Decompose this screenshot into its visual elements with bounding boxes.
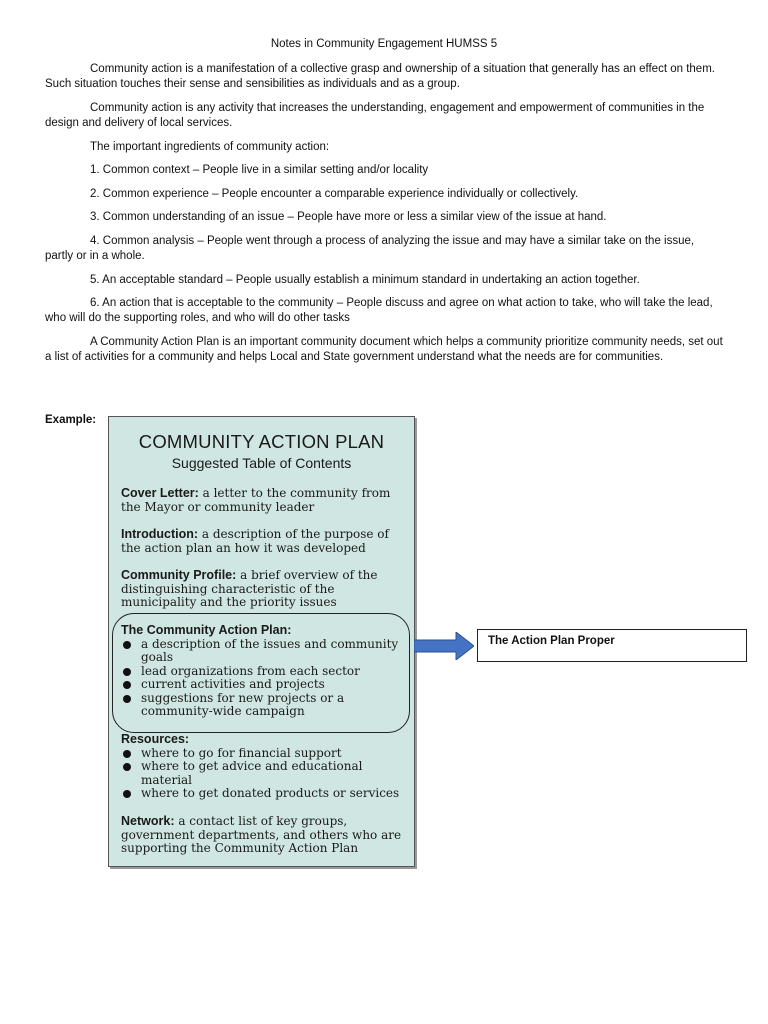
section-text: a brief overview of the distinguishing characteristic of the municipality and the priority issues: [121, 568, 378, 609]
list-item: current activities and projects: [121, 678, 406, 692]
section-cover-letter: [121, 487, 406, 514]
section-head: Resources:: [121, 732, 190, 746]
arrow-right-icon: [414, 632, 474, 660]
list-item: where to go for financial support: [121, 747, 406, 761]
section-head: Network:: [121, 814, 175, 828]
action-plan-list: [121, 638, 406, 719]
section-head: The Community Action Plan:: [121, 623, 292, 637]
resources-list: [121, 747, 406, 801]
section-text: a description of the purpose of the action plan an how it was developed: [121, 527, 389, 555]
section-resources: [121, 733, 406, 801]
section-network: [121, 815, 406, 856]
ingredient-item: 5. An acceptable standard – People usually establish a minimum standard in undertaking an action together.: [90, 274, 640, 286]
list-item: where to get donated products or services: [121, 787, 406, 801]
ingredient-item: 4. Common analysis – People went through a process of analyzing the issue and may have a similar take on the issue, partly or in a whole.: [45, 235, 695, 262]
section-action-plan: [121, 624, 406, 719]
figure-subtitle: Suggested Table of Contents: [171, 455, 352, 471]
doc-title: Notes in Community Engagement HUMSS 5: [270, 38, 498, 50]
paragraph-ingredients-intro: The important ingredients of community action:: [90, 141, 330, 153]
ingredient-item: 6. An action that is acceptable to the community – People discuss and agree on what action to take, who will take the lead, who will do the supporting roles, and who will do other tasks: [45, 297, 713, 324]
section-text: a contact list of key groups, government departments, and others who are supporting the Community Action Plan: [121, 814, 402, 855]
section-community-profile: [121, 569, 406, 610]
section-text: a letter to the community from the Mayor or community leader: [121, 486, 391, 514]
figure-title: COMMUNITY ACTION PLAN: [138, 431, 385, 452]
paragraph-community-action-definition: Community action is a manifestation of a collective grasp and ownership of a situation that generally has an effect on them. Such situation touches their sense and sensibilities as individuals and as a group.: [45, 63, 715, 90]
community-action-plan-figure: [108, 416, 415, 867]
list-item: suggestions for new projects or a community-wide campaign: [121, 692, 406, 719]
list-item: a description of the issues and community goals: [121, 638, 406, 665]
ingredient-item: 3. Common understanding of an issue – People have more or less a similar view of the issue at hand.: [90, 211, 607, 223]
example-label: Example:: [45, 414, 97, 426]
ingredient-item: 2. Common experience – People encounter a comparable experience individually or collectively.: [90, 188, 579, 200]
list-item: where to get advice and educational material: [121, 760, 406, 787]
section-head: Cover Letter:: [121, 486, 199, 500]
action-plan-proper-callout: The Action Plan Proper: [477, 629, 747, 662]
list-item: lead organizations from each sector: [121, 665, 406, 679]
ingredient-item: 1. Common context – People live in a similar setting and/or locality: [90, 164, 429, 176]
paragraph-community-action-activity: Community action is any activity that increases the understanding, engagement and empowerment of communities in the design and delivery of local services.: [45, 102, 705, 129]
section-head: Introduction:: [121, 527, 199, 541]
section-head: Community Profile:: [121, 568, 237, 582]
paragraph-action-plan-definition: A Community Action Plan is an important community document which helps a community prioritize community needs, set out a list of activities for a community and helps Local and State government understand what the needs are for communities.: [45, 336, 723, 363]
section-introduction: [121, 528, 406, 555]
